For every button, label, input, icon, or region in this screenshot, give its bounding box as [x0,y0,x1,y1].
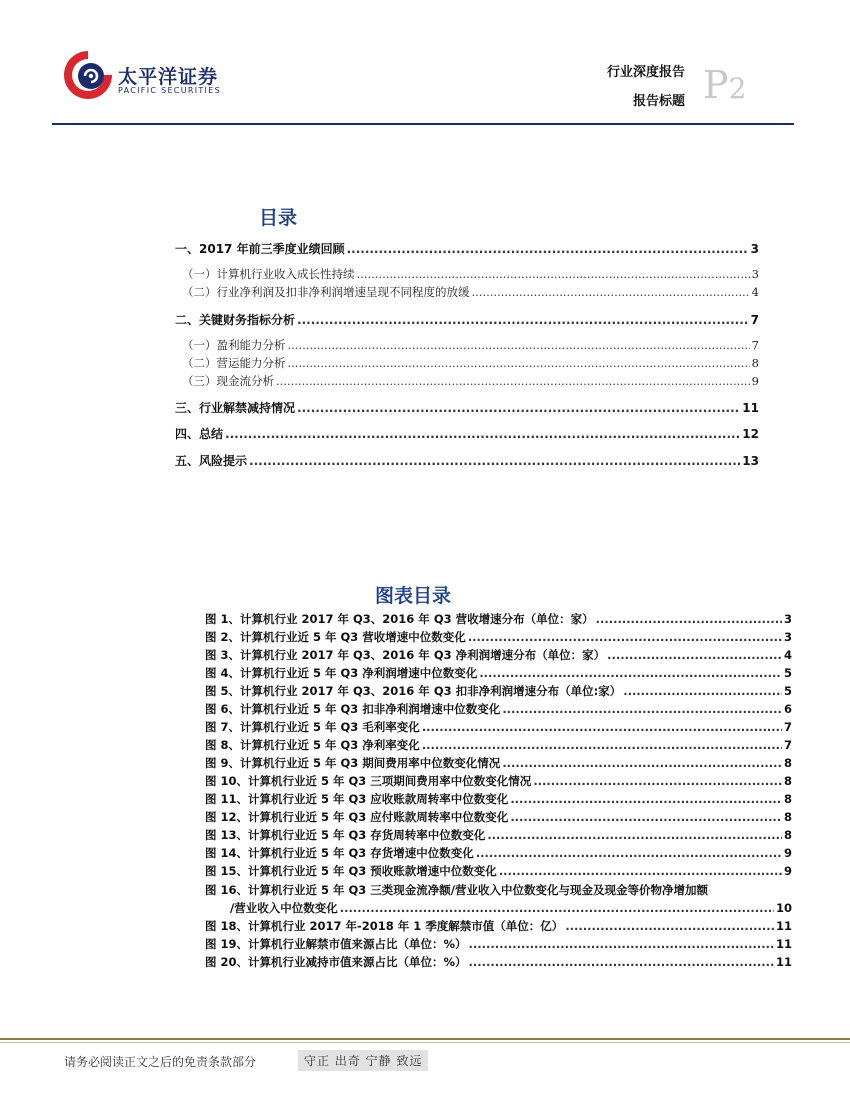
toc-entry-label: 三、行业解禁减持情况 [175,401,296,415]
footer-divider-thin [0,1042,850,1043]
footer-disclaimer: 请务必阅读正文之后的免责条款部分 [64,1055,257,1069]
figure-entry-label-line2: /营业收入中位数变化 [230,901,338,915]
toc-entry-label: 五、风险提示 [175,454,248,468]
figure-entry-page: 3 [783,630,792,644]
toc-entry-label: 一、2017 年前三季度业绩回顾 [175,242,345,256]
figure-entry-page: 10 [775,901,792,915]
toc-entry-page: 13 [742,454,759,468]
figure-entry[interactable] [205,809,792,825]
toc-entry[interactable] [182,266,759,282]
figure-entry[interactable] [205,954,792,970]
footer-motto: 守正 出奇 宁静 致远 [298,1050,428,1071]
figure-entry-label: 图 18、计算机行业 2017 年-2018 年 1 季度解禁市值（单位：亿） [205,919,564,933]
figure-entry-label: 图 19、计算机行业解禁市值来源占比（单位：%） [205,937,467,951]
report-type: 行业深度报告 [606,65,685,80]
report-subtitle: 报告标题 [632,94,685,109]
figure-entry-label: 图 2、计算机行业近 5 年 Q3 营收增速中位数变化 [205,630,466,644]
figure-entry[interactable] [205,737,792,753]
toc-title: 目录 [259,207,298,229]
toc-entry-page: 7 [751,338,759,352]
toc-entry-page: 3 [750,242,759,256]
figure-entry[interactable] [230,900,792,916]
toc-entry-page: 3 [751,267,759,281]
figure-entry-label: 图 10、计算机行业近 5 年 Q3 三项期间费用率中位数变化情况 [205,774,532,788]
company-name-en: PACIFIC SECURITIES [118,86,221,95]
toc-entry[interactable] [175,425,759,442]
figure-entry-label: 图 7、计算机行业近 5 年 Q3 毛利率变化 [205,720,420,734]
figure-entry-label: 图 5、计算机行业 2017 年 Q3、2016 年 Q3 扣非净利润增速分布（单位:家） [205,684,622,698]
figure-entry-label: 图 20、计算机行业减持市值来源占比（单位：%） [205,955,467,969]
figure-entry-page: 7 [783,720,792,734]
toc-entry-page: 4 [751,285,759,299]
figure-entry-page: 5 [783,684,792,698]
toc-entry[interactable] [175,311,759,328]
figure-entry-label: 图 15、计算机行业近 5 年 Q3 预收账款增速中位数变化 [205,864,497,878]
figure-entry[interactable] [205,611,792,627]
figure-entry[interactable] [205,755,792,771]
toc-entry-label: （一）计算机行业收入成长性持续 [182,267,355,281]
figure-entry[interactable] [205,719,792,735]
toc-entry-label: 二、关键财务指标分析 [175,313,296,327]
figure-entry-page: 8 [783,792,792,806]
figure-entry-label: 图 3、计算机行业 2017 年 Q3、2016 年 Q3 净利润增速分布（单位：家） [205,648,606,662]
figure-entry-label: 图 14、计算机行业近 5 年 Q3 存货增速中位数变化 [205,846,474,860]
figure-entry-label: 图 1、计算机行业 2017 年 Q3、2016 年 Q3 营收增速分布（单位：家） [205,612,594,626]
figure-entry-page: 8 [783,828,792,842]
figure-entry-page: 9 [783,864,792,878]
figure-entry[interactable] [205,827,792,843]
toc-entry[interactable] [175,240,759,257]
figure-entry[interactable] [205,791,792,807]
figure-entry-page: 11 [775,919,792,933]
figure-entry-page: 5 [783,666,792,680]
toc-entry-page: 12 [742,427,759,441]
figure-entry-page: 8 [783,810,792,824]
toc-entry[interactable] [182,284,759,300]
toc-entry-label: 四、总结 [175,427,224,441]
toc-entry[interactable] [175,452,759,469]
toc-entry[interactable] [182,337,759,353]
figure-entry[interactable] [205,773,792,789]
toc-entry-label: （二）行业净利润及扣非净利润增速呈现不同程度的放缓 [182,285,470,299]
page-digit: 2 [728,72,747,105]
figure-entry-page: 11 [775,937,792,951]
header-divider [52,123,794,125]
figure-entry[interactable] [205,701,792,717]
toc-entry-page: 7 [750,313,759,327]
figure-entry-page: 8 [783,774,792,788]
figure-entry[interactable] [205,863,792,879]
toc-entry-page: 9 [751,374,759,388]
figure-entry[interactable] [205,845,792,861]
figure-entry[interactable] [205,936,792,952]
footer-divider [0,1038,850,1040]
figure-entry-label: 图 12、计算机行业近 5 年 Q3 应付账款周转率中位数变化 [205,810,509,824]
toc-entry[interactable] [175,399,759,416]
page-letter: P [703,63,729,107]
figure-entry-label: 图 11、计算机行业近 5 年 Q3 应收账款周转率中位数变化 [205,792,509,806]
figure-entry[interactable] [205,918,792,934]
toc-entry[interactable] [182,355,759,371]
toc-entry-page: 11 [742,401,759,415]
figure-entry-label: 图 8、计算机行业近 5 年 Q3 净利率变化 [205,738,420,752]
toc-entry[interactable] [182,373,759,389]
toc-entry-label: （二）营运能力分析 [182,356,286,370]
figure-entry-page: 7 [783,738,792,752]
figure-entry-label: 图 4、计算机行业近 5 年 Q3 净利润增速中位数变化 [205,666,478,680]
figure-entry-label: 图 6、计算机行业近 5 年 Q3 扣非净利润增速中位数变化 [205,702,501,716]
toc-entry-label: （三）现金流分析 [182,374,274,388]
figure-entry-label: 图 9、计算机行业近 5 年 Q3 期间费用率中位数变化情况 [205,756,501,770]
company-name-cn: 太平洋证券 [118,66,219,88]
figure-entry-page: 4 [783,648,792,662]
figure-entry-page: 6 [783,702,792,716]
figure-entry[interactable] [205,683,792,699]
figure-entry[interactable] [205,647,792,663]
figure-entry-page: 3 [783,612,792,626]
figure-entry-page: 8 [783,756,792,770]
figure-entry-page: 11 [775,955,792,969]
figure-entry[interactable] [205,665,792,681]
figure-entry-label: 图 13、计算机行业近 5 年 Q3 存货周转率中位数变化 [205,828,486,842]
company-logo-icon [60,47,116,103]
figure-entry-label-line1[interactable]: 图 16、计算机行业近 5 年 Q3 三类现金流净额/营业收入中位数变化与现金及现金等价物净增加额 [205,883,708,897]
page-number [703,63,747,107]
figure-entry[interactable] [205,629,792,645]
toc-entry-page: 8 [751,356,759,370]
figure-entry-page: 9 [783,846,792,860]
toc-entry-label: （一）盈利能力分析 [182,338,286,352]
figure-list-title: 图表目录 [375,585,452,607]
